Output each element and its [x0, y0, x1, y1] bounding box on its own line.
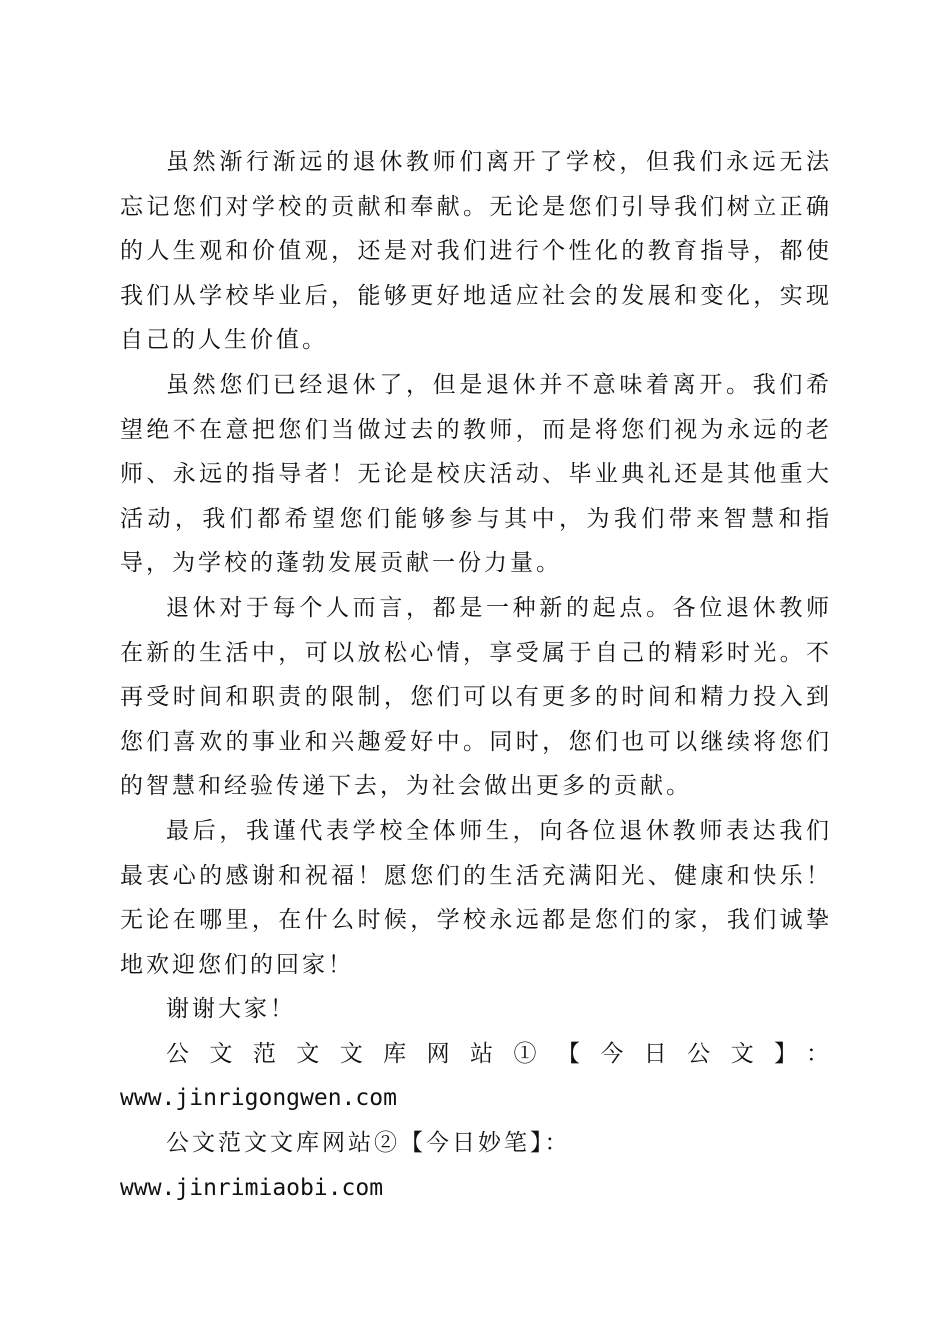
- body-paragraph: 虽然渐行渐远的退休教师们离开了学校，但我们永远无法忘记您们对学校的贡献和奉献。无论是您们引导我们树立正确的人生观和价值观，还是对我们进行个性化的教育指导，都使我们从学校毕业后，能够更好地适应社会的发展和变化，实现自己的人生价值。: [120, 149, 832, 354]
- body-paragraph: 最后，我谨代表学校全体师生，向各位退休教师表达我们最衷心的感谢和祝福！愿您们的生活充满阳光、健康和快乐！无论在哪里，在什么时候，学校永远都是您们的家，我们诚挚地欢迎您们的回家！: [120, 817, 832, 978]
- site-label-1: 公文范文文库网站①【今日公文】：: [166, 1040, 832, 1067]
- document-body: [120, 140, 832, 1210]
- closing-thanks: 谢谢大家！: [166, 996, 296, 1023]
- site-label-2: 公文范文文库网站②【今日妙笔】：: [166, 1130, 571, 1157]
- body-paragraph: 虽然您们已经退休了，但是退休并不意味着离开。我们希望绝不在意把您们当做过去的教师，而是将您们视为永远的老师、永远的指导者！无论是校庆活动、毕业典礼还是其他重大活动，我们都希望您们能够参与其中，为我们带来智慧和指导，为学校的蓬勃发展贡献一份力量。: [120, 371, 832, 577]
- site-reference-1: [120, 1032, 832, 1121]
- body-paragraph: 退休对于每个人而言，都是一种新的起点。各位退休教师在新的生活中，可以放松心情，享受属于自己的精彩时光。不再受时间和职责的限制，您们可以有更多的时间和精力投入到您们喜欢的事业和兴趣爱好中。同时，您们也可以继续将您们的智慧和经验传递下去，为社会做出更多的贡献。: [120, 594, 832, 800]
- site-url-1[interactable]: www.jinrigongwen.com: [120, 1085, 397, 1112]
- site-url-2[interactable]: www.jinrimiaobi.com: [120, 1174, 384, 1201]
- site-reference-2: [120, 1121, 832, 1210]
